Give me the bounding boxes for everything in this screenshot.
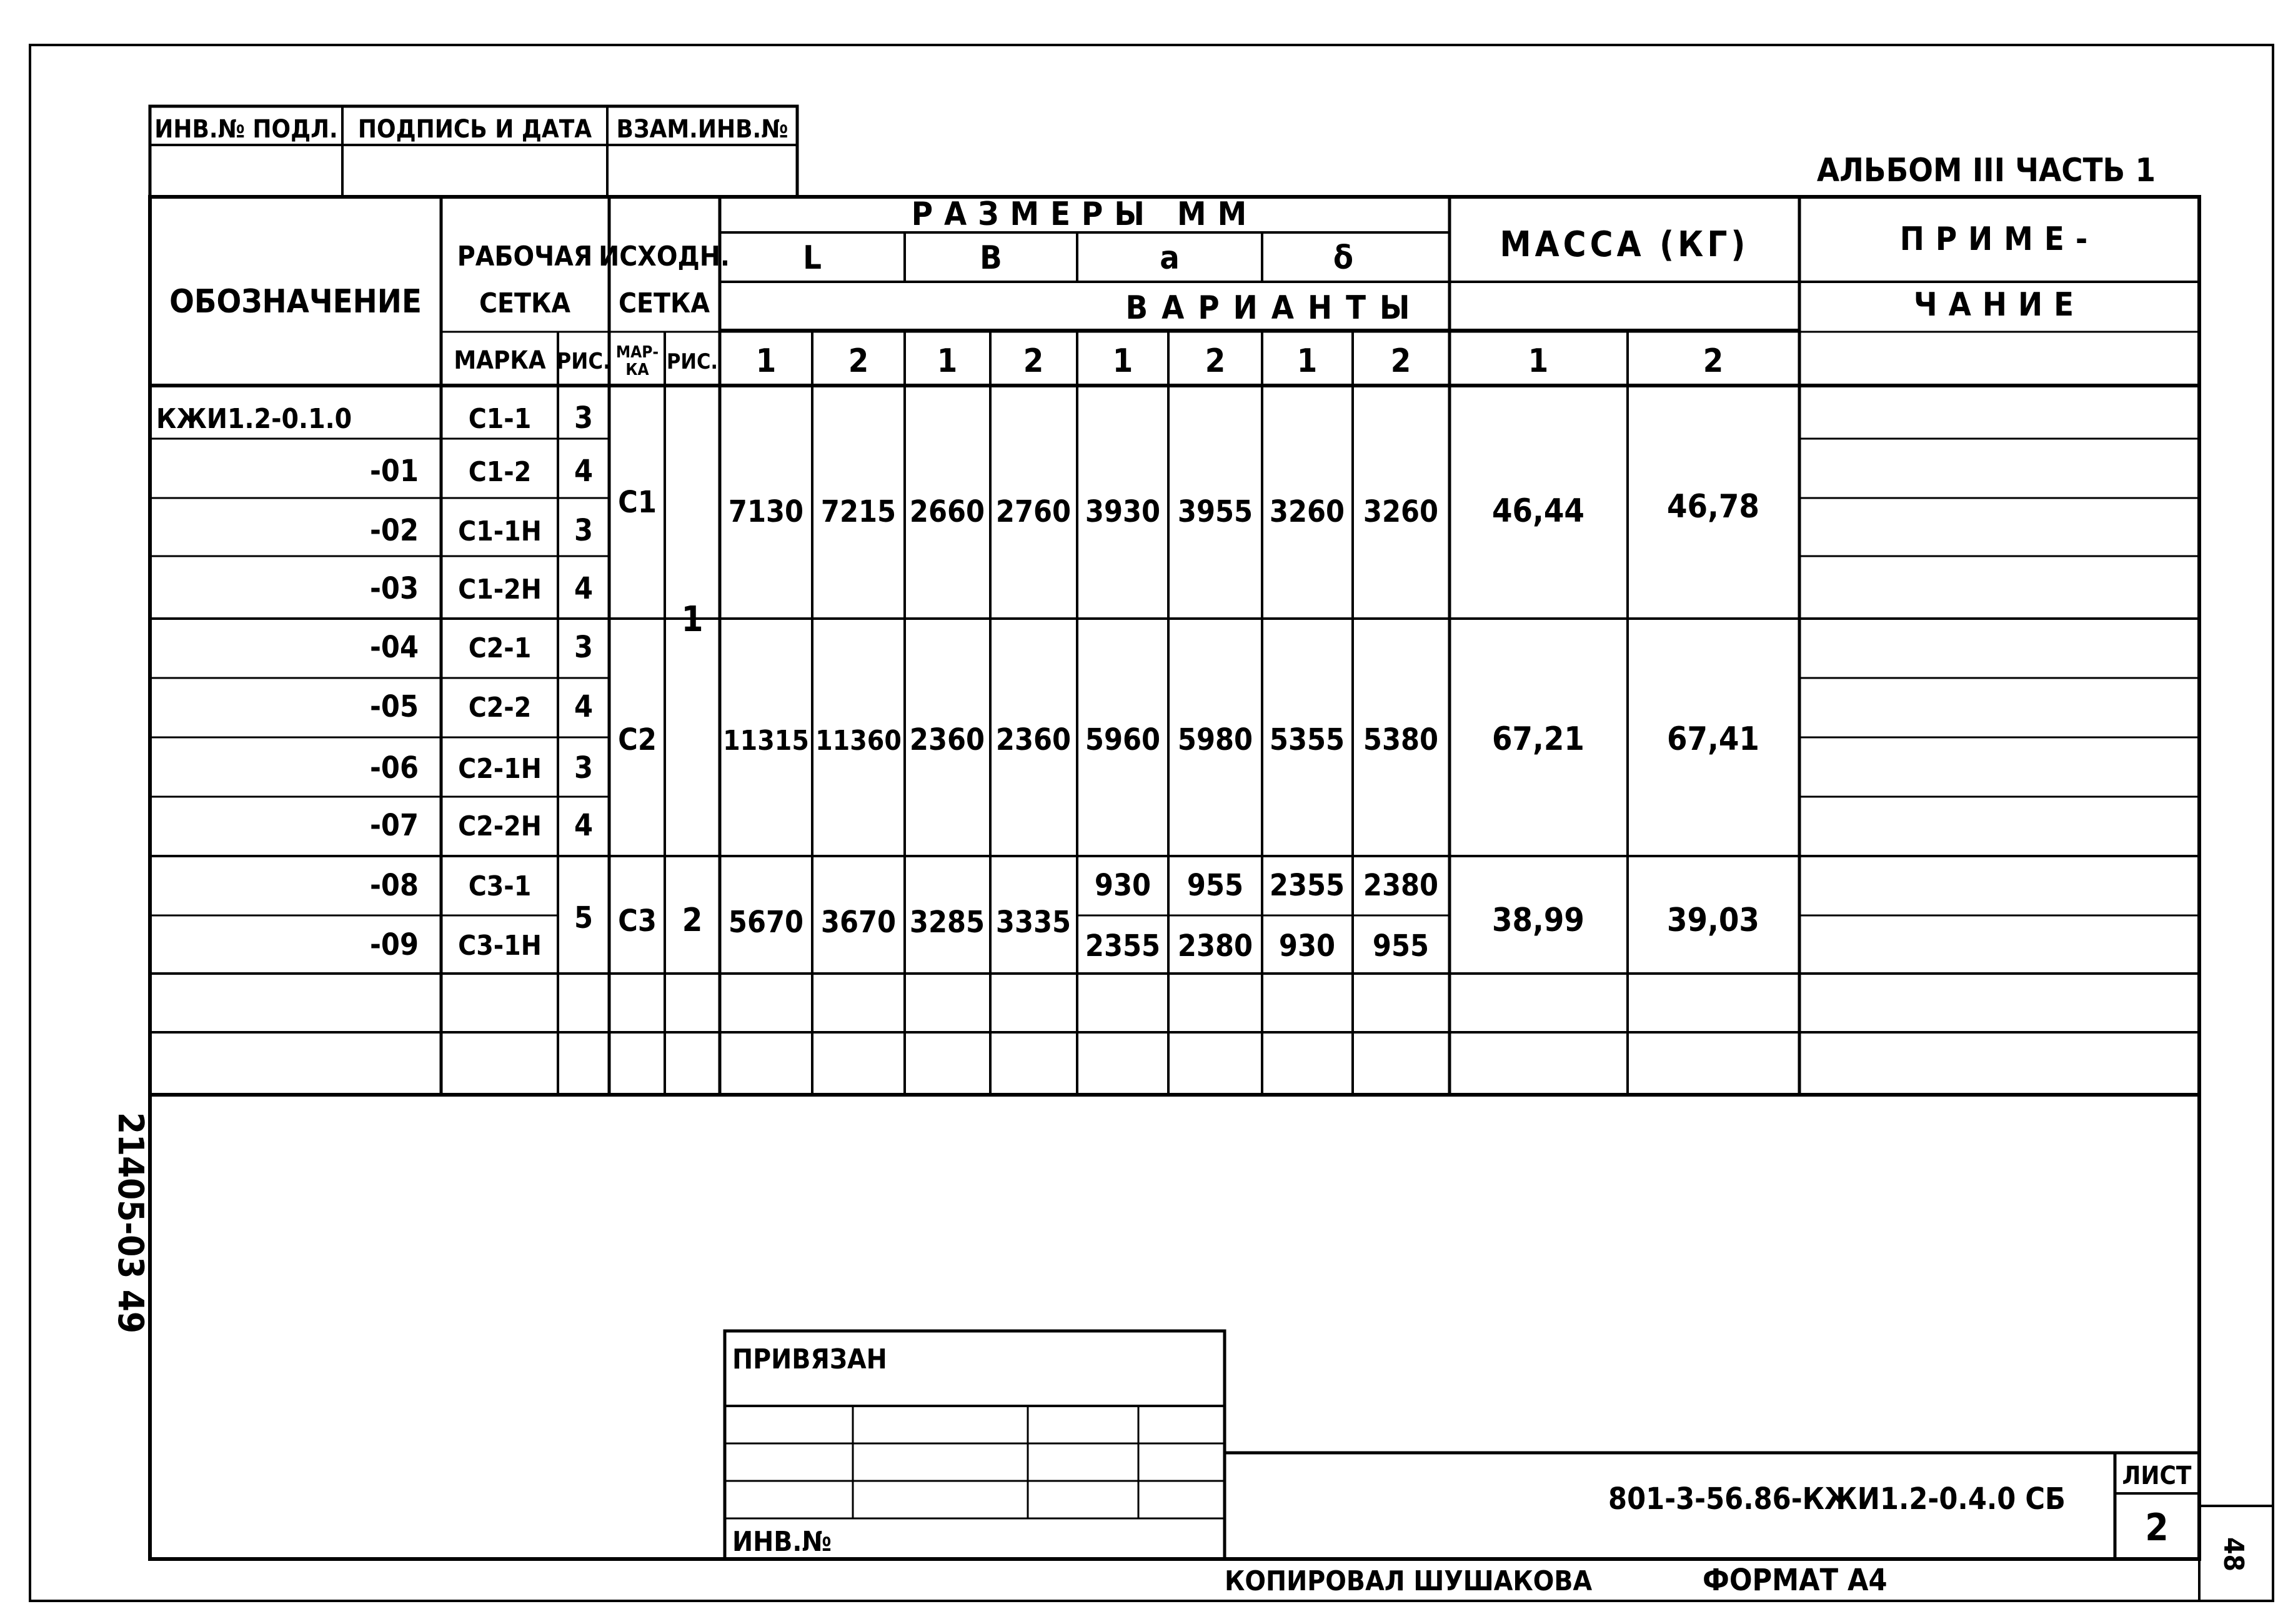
row-mark: С2-2 [468, 692, 532, 724]
src-fig: 2 [682, 902, 703, 939]
header-mass: МАССА (КГ) [1500, 224, 1749, 265]
value-a1: 3930 [1085, 494, 1161, 529]
value-B2: 3335 [995, 905, 1072, 940]
value-d2: 3260 [1363, 494, 1439, 529]
svg-text:2: 2 [1703, 342, 1724, 380]
value-B1: 2660 [909, 494, 985, 529]
svg-text:2: 2 [1390, 342, 1411, 380]
value-mass1: 38,99 [1492, 902, 1584, 939]
value-B2: 2360 [995, 722, 1072, 757]
value-d2-bottom: 955 [1372, 929, 1430, 964]
value-d1: 3260 [1269, 494, 1345, 529]
row-mark: С1-2 [468, 456, 532, 488]
row-designation: КЖИ1.2-0.1.0 [156, 403, 352, 435]
row-designation: -08 [369, 868, 419, 903]
header-variants: ВАРИАНТЫ [1125, 289, 1424, 327]
value-a1: 5960 [1085, 722, 1161, 757]
header-designation: ОБОЗНАЧЕНИЕ [169, 283, 422, 321]
src-mark: С2 [618, 722, 657, 757]
header-fig: РИС. [556, 349, 611, 374]
header-src-mark: МАР- [615, 343, 659, 362]
sheet-number: 2 [2145, 1506, 2169, 1550]
value-L2: 3670 [820, 905, 897, 940]
side-archive-number: 21405-03 49 [110, 1112, 151, 1333]
value-d1-bottom: 930 [1278, 929, 1336, 964]
row-designation: -03 [369, 571, 419, 606]
copied-by: КОПИРОВАЛ ШУШАКОВА [1225, 1565, 1593, 1597]
document-code: 801-3-56.86-КЖИ1.2-0.4.0 СБ [1608, 1482, 2066, 1517]
row-fig: 4 [574, 689, 594, 724]
row-mark: С2-1 [468, 632, 532, 664]
value-a2-bottom: 2380 [1177, 929, 1253, 964]
row-fig: 3 [574, 630, 594, 665]
format-label: ФОРМАТ А4 [1703, 1563, 1888, 1598]
album-label: АЛЬБОМ III ЧАСТЬ 1 [1816, 152, 2156, 189]
svg-text:2: 2 [848, 342, 869, 380]
privyazan-label: ПРИВЯЗАН [732, 1343, 887, 1375]
stamp-inv-label: ИНВ.№ ПОДЛ. [154, 115, 338, 144]
header-source-grid-2: СЕТКА [618, 287, 710, 319]
stamp-sign-label: ПОДПИСЬ И ДАТА [357, 115, 592, 144]
src-mark: С3 [618, 904, 657, 939]
src-mark: С1 [618, 485, 657, 520]
value-d1-top: 2355 [1269, 868, 1345, 903]
header-col-B: B [980, 239, 1002, 277]
value-d2: 5380 [1363, 722, 1439, 757]
svg-text:1: 1 [937, 342, 958, 380]
svg-text:1: 1 [755, 342, 777, 380]
value-mass2: 46,78 [1667, 488, 1759, 526]
header-source-grid: ИСХОДН. [599, 241, 730, 272]
value-a2: 3955 [1177, 494, 1253, 529]
row-fig: 4 [574, 571, 594, 606]
value-L1: 11315 [723, 725, 809, 757]
variant-numbers [756, 342, 1724, 380]
stamp-replace-label: ВЗАМ.ИНВ.№ [616, 115, 788, 144]
row-mark: С2-2Н [458, 810, 542, 842]
value-B1: 2360 [909, 722, 985, 757]
value-mass2: 67,41 [1667, 720, 1759, 758]
value-L2: 7215 [820, 494, 897, 529]
value-B2: 2760 [995, 494, 1072, 529]
sheet-label: ЛИСТ [2122, 1462, 2192, 1490]
row-mark: С3-1 [468, 870, 532, 902]
header-col-L: L [803, 239, 822, 277]
row-designation: -06 [369, 750, 419, 785]
svg-text:1: 1 [1296, 342, 1318, 380]
row-mark: С3-1Н [458, 930, 542, 962]
row-fig: 5 [574, 900, 594, 935]
header-note-2: ЧАНИЕ [1913, 286, 2086, 324]
value-a2: 5980 [1177, 722, 1253, 757]
group-c1 [618, 485, 1759, 530]
header-note: ПРИМЕ- [1899, 221, 2099, 258]
page-number: 48 [2217, 1537, 2249, 1572]
value-L2: 11360 [815, 725, 902, 757]
row-mark: С1-1Н [458, 516, 542, 547]
row-mark: С2-1Н [458, 753, 542, 785]
row-fig: 4 [574, 808, 594, 843]
value-mass2: 39,03 [1667, 902, 1759, 939]
svg-text:1: 1 [1112, 342, 1133, 380]
row-fig: 3 [574, 513, 594, 548]
header-mark: МАРКА [454, 346, 546, 375]
rows [156, 401, 593, 962]
value-mass1: 67,21 [1492, 720, 1584, 758]
row-fig: 3 [574, 750, 594, 785]
value-B1: 3285 [909, 905, 985, 940]
header-sizes: РАЗМЕРЫ ММ [911, 196, 1258, 233]
header-col-a: a [1160, 239, 1180, 277]
value-mass1: 46,44 [1492, 492, 1584, 530]
group-c2 [618, 720, 1759, 758]
value-L1: 7130 [728, 494, 804, 529]
svg-text:2: 2 [1205, 342, 1226, 380]
header-src-fig: РИС. [666, 349, 719, 374]
value-d1: 5355 [1269, 722, 1345, 757]
row-mark: С1-2Н [458, 574, 542, 605]
row-designation: -04 [369, 630, 419, 665]
header-work-grid-2: СЕТКА [479, 287, 571, 319]
row-fig: 3 [574, 401, 594, 436]
value-L1: 5670 [728, 905, 804, 940]
value-a1-top: 930 [1094, 868, 1151, 903]
header-src-mark-2: КА [625, 361, 649, 379]
value-a1-bottom: 2355 [1085, 929, 1161, 964]
value-a2-top: 955 [1186, 868, 1244, 903]
header-work-grid: РАБОЧАЯ [457, 241, 593, 272]
value-d2-top: 2380 [1363, 868, 1439, 903]
row-designation: -01 [369, 454, 419, 489]
row-mark: С1-1 [468, 403, 532, 435]
inv-no-label: ИНВ.№ [732, 1526, 832, 1558]
row-designation: -07 [369, 808, 419, 843]
row-designation: -05 [369, 689, 419, 724]
row-designation: -09 [369, 927, 419, 962]
src-fig-shared: 1 [681, 599, 704, 640]
row-designation: -02 [369, 513, 419, 548]
svg-text:2: 2 [1023, 342, 1044, 380]
svg-text:1: 1 [1528, 342, 1549, 380]
header-col-d: δ [1333, 239, 1354, 277]
row-fig: 4 [574, 454, 594, 489]
